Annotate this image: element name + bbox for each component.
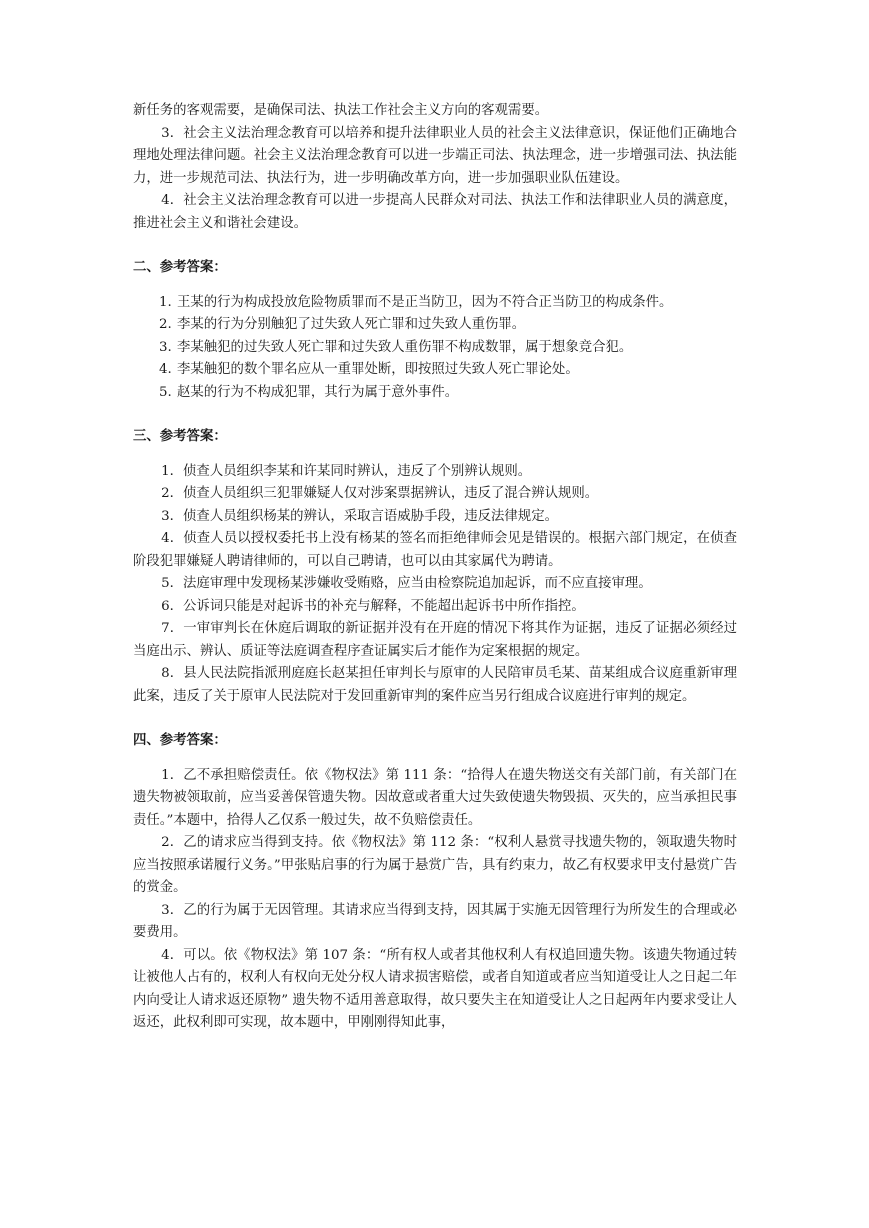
list-item (133, 314, 737, 337)
spacer (133, 753, 737, 765)
intro-continuation: 新任务的客观需要，是确保司法、执法工作社会主义方向的客观需要。 (133, 103, 549, 118)
section-3-answer-2: 2．侦查人员组织三犯罪嫌疑人仅对涉案票据辨认，违反了混合辨认规则。 (161, 486, 599, 501)
list-item-number: 1. (159, 294, 172, 310)
section-2-list (133, 292, 737, 405)
section-4-answer-2: 2．乙的请求应当得到支持。依《物权法》第 112 条：“权利人悬赏寻找遗失物的，领取遗失物时应当按照承诺履行义务。”甲张贴启事的行为属于悬赏广告，具有约束力，故乙有权要求甲支付悬赏广告的赏金。 (133, 835, 737, 895)
spacer (133, 235, 737, 257)
list-item (133, 382, 737, 405)
list-item-text: 李某触犯的过失致人死亡罪和过失致人重伤罪不构成数罪，属于想象竞合犯。 (177, 339, 633, 355)
section-3-answer-1: 1．侦查人员组织李某和许某同时辨认，违反了个别辨认规则。 (161, 463, 532, 479)
section-4-answer-3: 3．乙的行为属于无因管理。其请求应当得到支持，因其属于实施无因管理行为所发生的合理或必要费用。 (133, 902, 737, 940)
section-3-answer-8: 8．县人民法院指派刑庭庭长赵某担任审判长与原审的人民陪审员毛某、苗某组成合议庭重新审理此案，违反了关于原审人民法院对于发回重新审判的案件应当另行组成合议庭进行审判的规定。 (133, 666, 737, 704)
list-item-number: 5. (159, 384, 172, 400)
section-3-answer-6: 6．公诉词只能是对起诉书的补充与解释，不能超出起诉书中所作指控。 (161, 598, 585, 614)
section-4-answer-1: 1．乙不承担赔偿责任。依《物权法》第 111 条：“拾得人在遗失物送交有关部门前，有关部门在遗失物被领取前，应当妥善保管遗失物。因故意或者重大过失致使遗失物毁损、灭失的，应当承担民事责任。”本题中，拾得人乙仅系一般过失，故不负赔偿责任。 (133, 767, 737, 828)
list-item-number: 2. (159, 317, 172, 332)
spacer (133, 280, 737, 292)
spacer (133, 404, 737, 426)
list-item-text: 赵某的行为不构成犯罪，其行为属于意外事件。 (177, 384, 459, 400)
document-page (133, 100, 737, 1035)
section-4-heading: 四、参考答案： (133, 733, 227, 748)
list-item-text: 李某触犯的数个罪名应从一重罪处断，即按照过失致人死亡罪论处。 (177, 362, 579, 377)
spacer (133, 708, 737, 730)
list-item-text: 李某的行为分别触犯了过失致人死亡罪和过失致人重伤罪。 (177, 317, 526, 332)
section-3-answer-5: 5．法庭审理中发现杨某涉嫌收受贿赂，应当由检察院追加起诉，而不应直接审理。 (161, 576, 652, 591)
section-3-answer-7: 7．一审审判长在休庭后调取的新证据并没有在开庭的情况下将其作为证据，违反了证据必须经过当庭出示、辨认、质证等法庭调查程序查证属实后才能作为定案根据的规定。 (133, 621, 737, 659)
section-4-answer-4: 4．可以。依《物权法》第 107 条：“所有权人或者其他权利人有权追回遗失物。该遗失物通过转让被他人占有的，权利人有权向无处分权人请求损害赔偿，或者自知道或者应当知道受让人之日起二年内向受让人请求返还原物” 遗失物不适用善意取得，故只要失主在知道受让人之日起两年内要求受让人返还，此权利即可实现，故本题中，甲刚刚得知此事， (133, 947, 737, 1030)
list-item-text: 王某的行为构成投放危险物质罪而不是正当防卫，因为不符合正当防卫的构成条件。 (177, 294, 673, 310)
list-item-number: 4. (159, 362, 172, 377)
section-3-heading: 三、参考答案： (133, 429, 227, 444)
intro-point-4: 4．社会主义法治理念教育可以进一步提高人民群众对司法、执法工作和法律职业人员的满意度，推进社会主义和谐社会建设。 (133, 193, 737, 231)
list-item (133, 292, 737, 315)
section-3-answer-3: 3．侦查人员组织杨某的辨认，采取言语威胁手段，违反法律规定。 (161, 508, 558, 524)
list-item (133, 337, 737, 360)
intro-point-3: 3．社会主义法治理念教育可以培养和提升法律职业人员的社会主义法律意识，保证他们正确地合理地处理法律问题。社会主义法治理念教育可以进一步端正司法、执法理念，进一步增强司法、执法能力，进一步规范司法、执法行为，进一步明确改革方向，进一步加强职业队伍建设。 (133, 125, 737, 186)
spacer (133, 449, 737, 461)
list-item (133, 359, 737, 382)
list-item-number: 3. (159, 339, 172, 355)
section-2-heading: 二、参考答案： (133, 260, 227, 275)
section-3-answer-4: 4．侦查人员以授权委托书上没有杨某的签名而拒绝律师会见是错误的。根据六部门规定，在侦查阶段犯罪嫌疑人聘请律师的，可以自己聘请，也可以由其家属代为聘请。 (133, 531, 737, 569)
